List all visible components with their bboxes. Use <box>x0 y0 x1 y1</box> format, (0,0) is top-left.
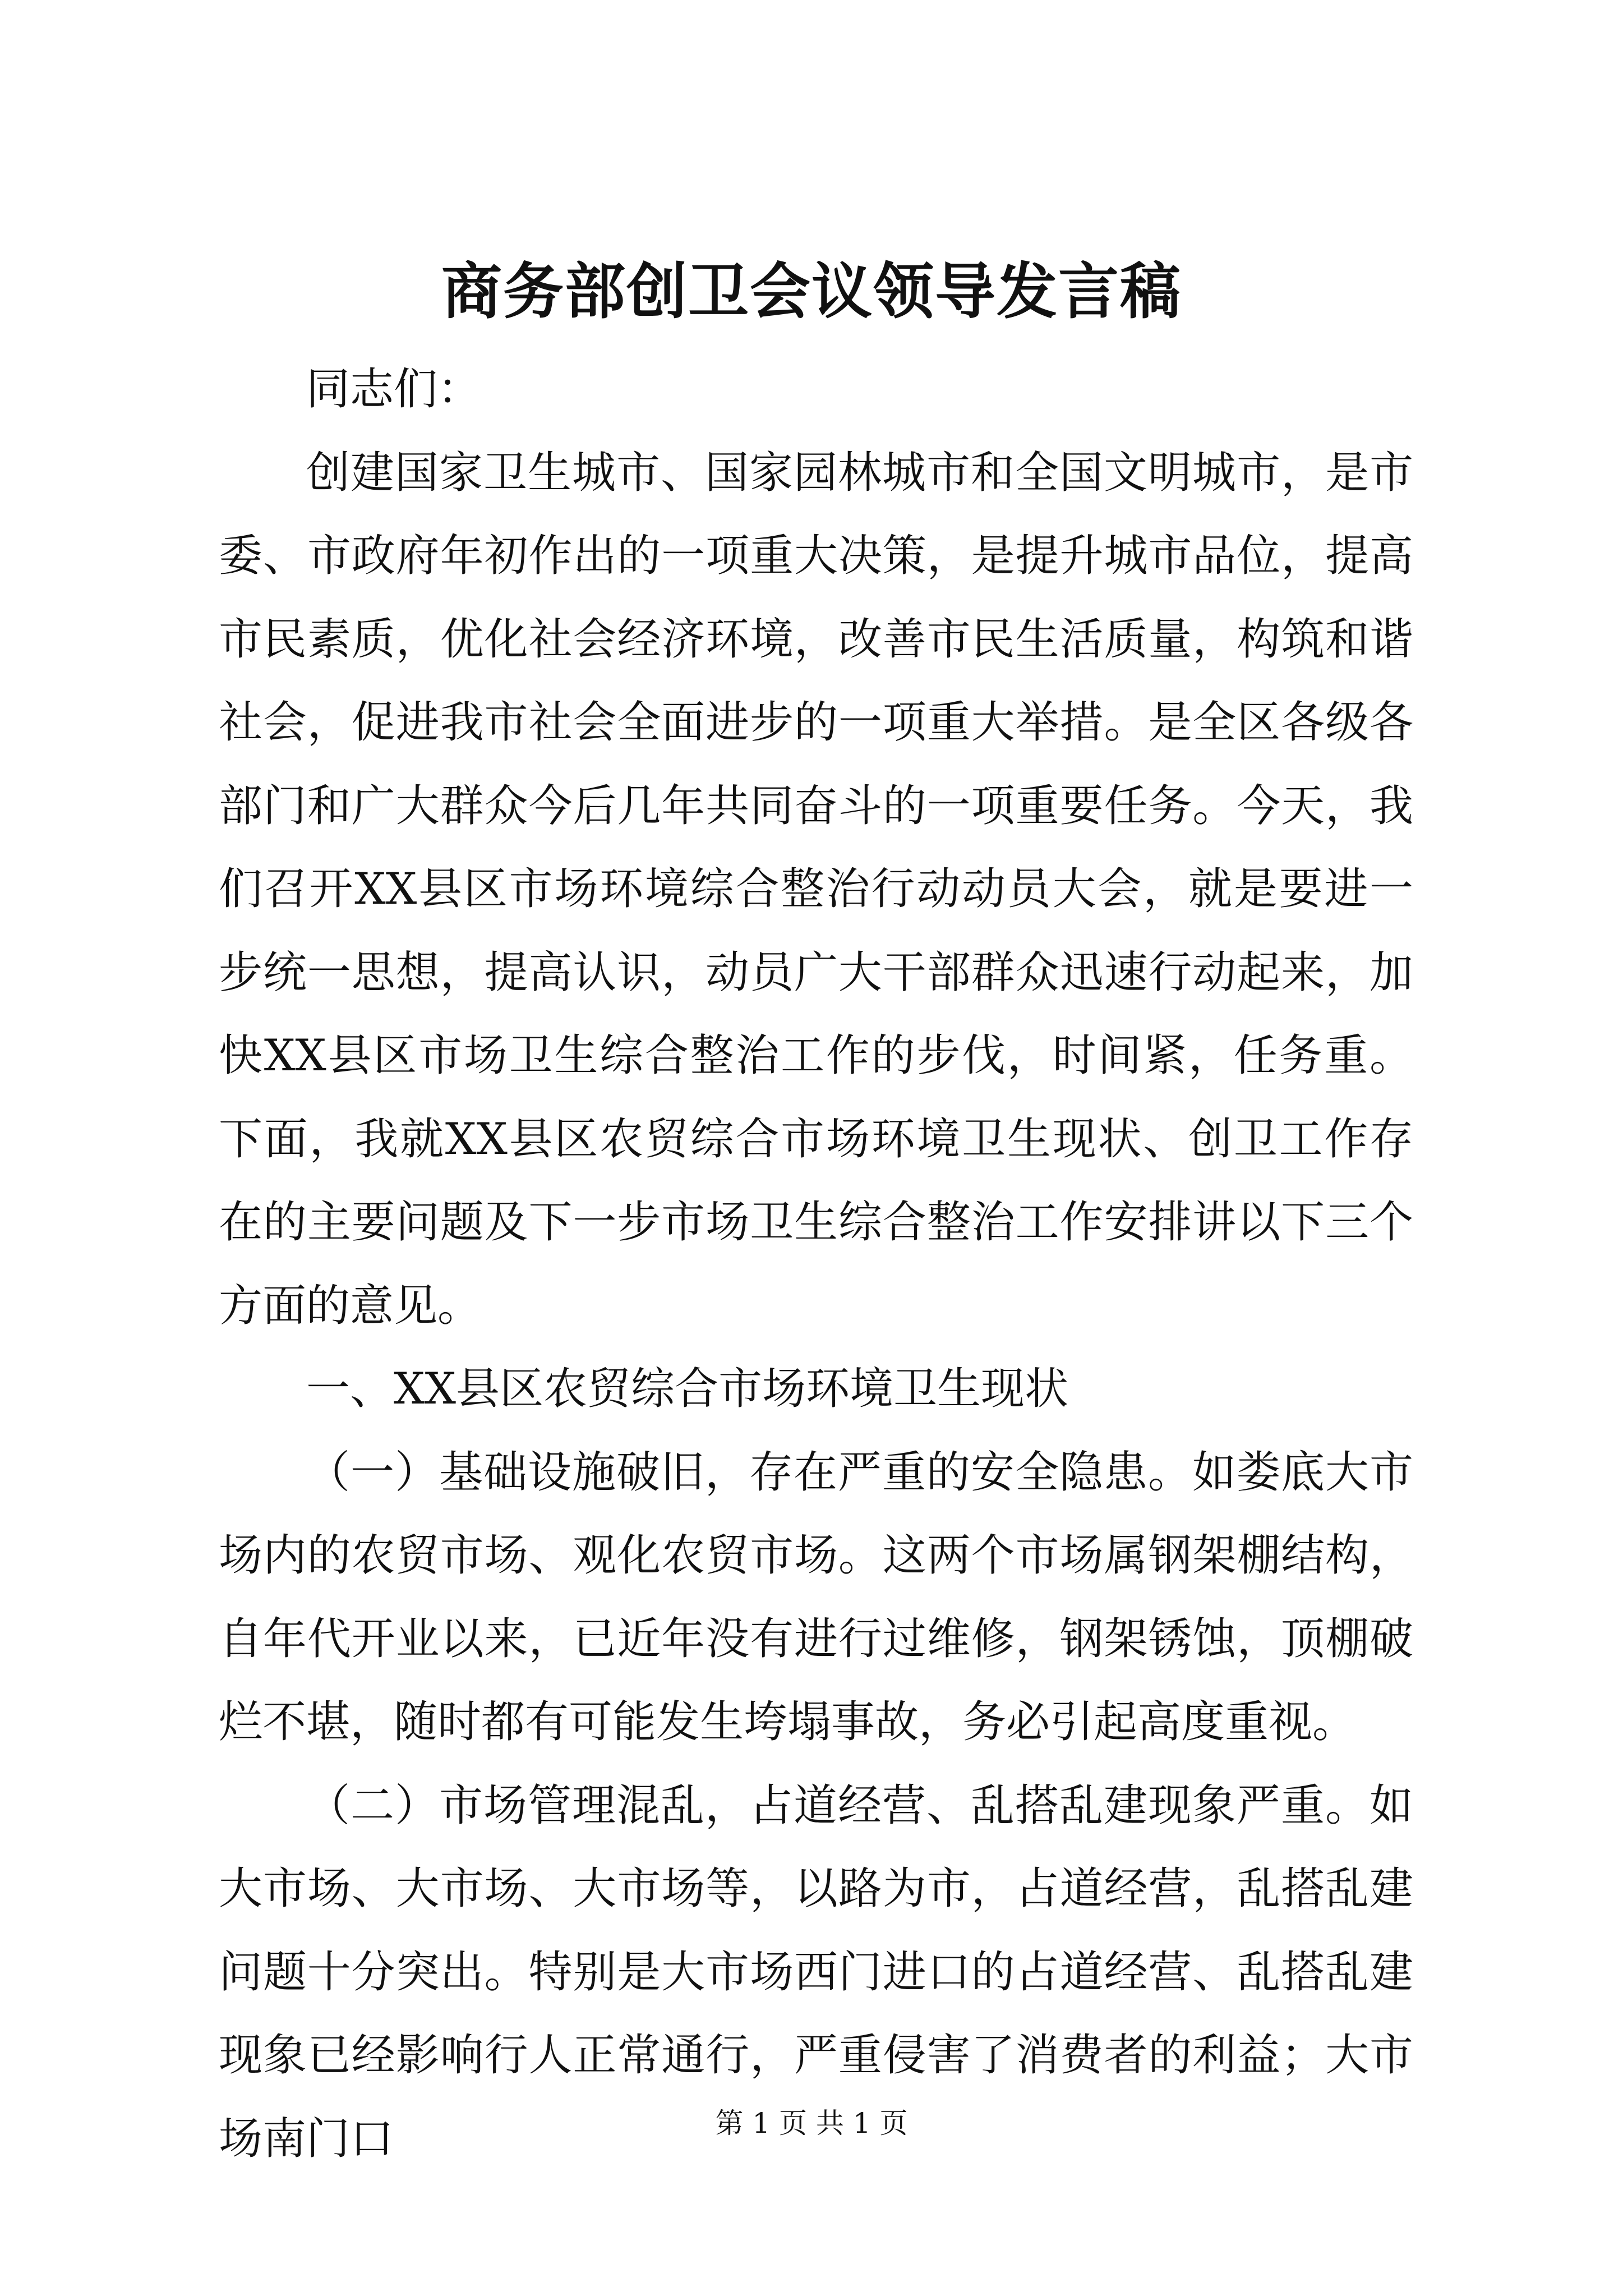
document-title: 商务部创卫会议领导发言稿 <box>441 256 1182 327</box>
body-paragraph: （二）市场管理混乱，占道经营、乱搭乱建现象严重。如大市场、大市场、大市场等，以路为市，占道经营，乱搭乱建问题十分突出。特别是大市场西门进口的占道经营、乱搭乱建现象已经影响行人正常通行，严重侵害了消费者的利益；大市场南门口 <box>219 1780 1413 2164</box>
section-heading: 一、XX县区农贸综合市场环境卫生现状 <box>306 1364 1069 1414</box>
body-paragraph: （一）基础设施破旧，存在严重的安全隐患。如娄底大市场内的农贸市场、观化农贸市场。这两个市场属钢架棚结构，自年代开业以来，已近年没有进行过维修，钢架锈蚀，顶棚破烂不堪，随时都有可能发生垮塌事故，务必引起高度重视。 <box>219 1447 1413 1747</box>
body-paragraph: 创建国家卫生城市、国家园林城市和全国文明城市，是市委、市政府年初作出的一项重大决策，是提升城市品位，提高市民素质，优化社会经济环境，改善市民生活质量，构筑和谐社会，促进我市社会全面进步的一项重大举措。是全区各级各部门和广大群众今后几年共同奋斗的一项重要任务。今天，我们召开XX县区市场环境综合整治行动动员大会，就是要进一步统一思想，提高认识，动员广大干部群众迅速行动起来，加快XX县区市场卫生综合整治工作的步伐，时间紧，任务重。下面，我就XX县区农贸综合市场环境卫生现状、创卫工作存在的主要问题及下一步市场卫生综合整治工作安排讲以下三个方面的意见。 <box>219 447 1413 1331</box>
salutation-paragraph: 同志们： <box>306 364 482 415</box>
page-footer: 第 1 页 共 1 页 <box>715 2107 908 2139</box>
document-body <box>219 348 1413 2180</box>
